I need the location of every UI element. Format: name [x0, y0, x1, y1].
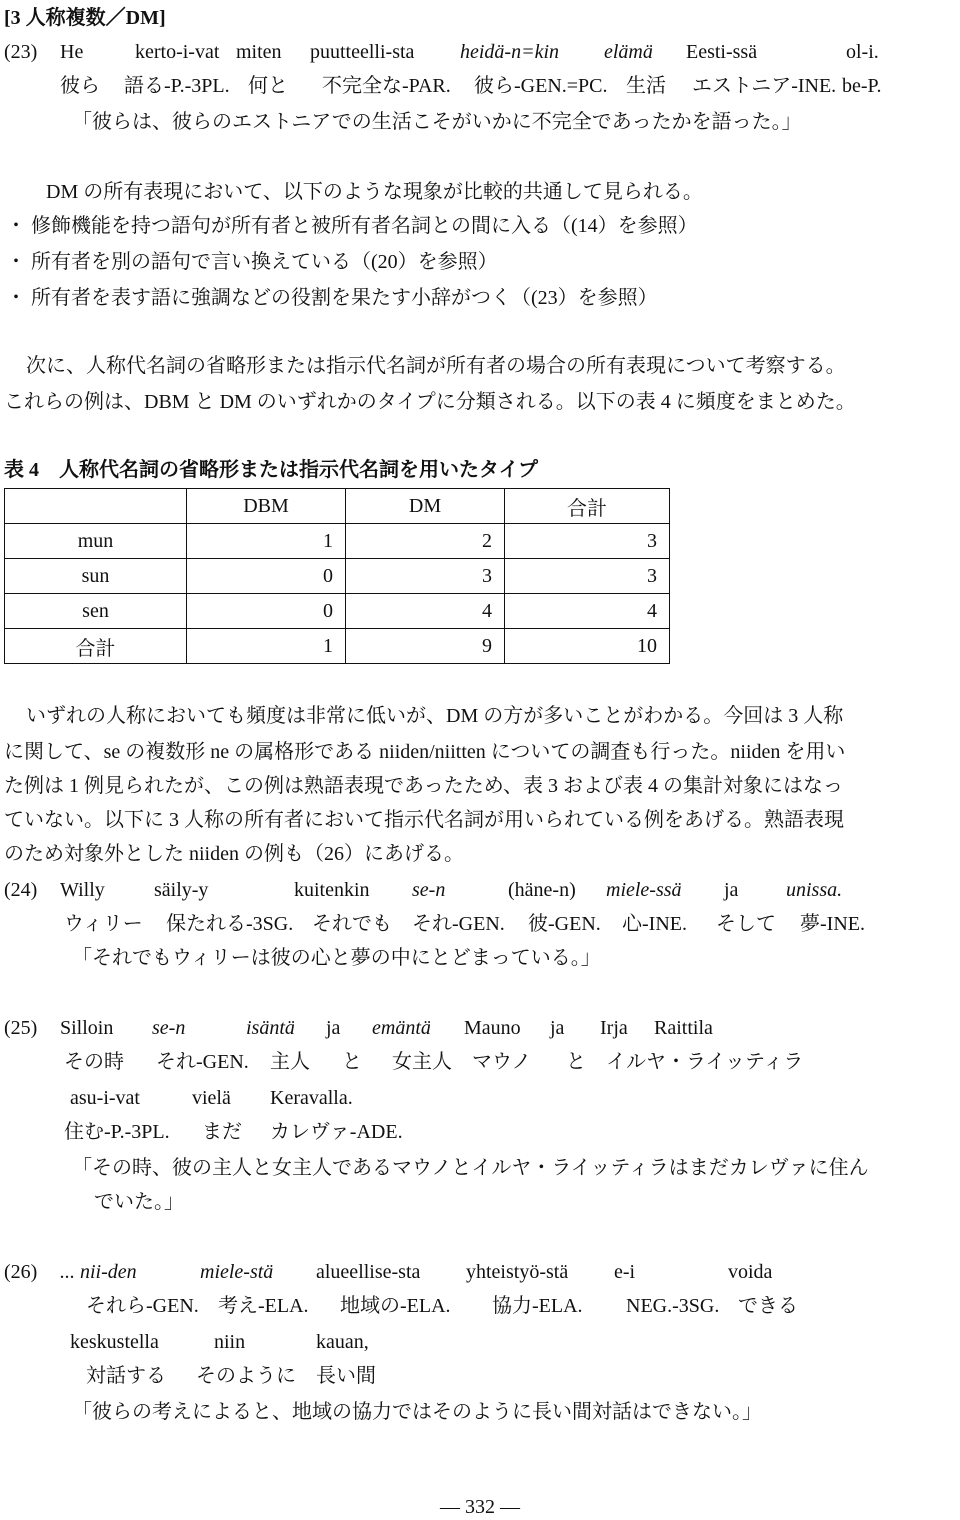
- table-row: [5, 629, 670, 664]
- section-header: [3 人称複数／DM]: [4, 7, 166, 29]
- ex26-gloss: 長い間: [316, 1365, 376, 1387]
- ex23-gloss: be-P.: [842, 75, 882, 97]
- ex25-word: vielä: [192, 1087, 231, 1109]
- frequency-table: [4, 488, 670, 664]
- ex24-gloss: 心-INE.: [622, 913, 687, 935]
- ex24-word: unissa.: [786, 879, 843, 901]
- table-header-cell: 合計: [505, 489, 670, 524]
- ex26-gloss: そのように: [196, 1365, 296, 1387]
- ex26-word: ... nii-den: [60, 1261, 137, 1283]
- table-cell: 4: [505, 594, 670, 629]
- ex25-word: Raittila: [654, 1017, 713, 1039]
- table-cell: 10: [505, 629, 670, 664]
- ex23-gloss: 生活: [626, 75, 666, 97]
- ex25-word: isäntä: [246, 1017, 295, 1039]
- table-header-cell: DBM: [187, 489, 346, 524]
- table-header-row: [5, 489, 670, 524]
- ex24-gloss: それ-GEN.: [412, 913, 505, 935]
- ex25-word: asu-i-vat: [70, 1087, 140, 1109]
- ex23-number: (23): [4, 41, 38, 63]
- ex24-word: miele-ssä: [606, 879, 682, 901]
- ex25-gloss: それ-GEN.: [156, 1051, 249, 1073]
- ex25-translation: 「その時、彼の主人と女主人であるマウノとイルヤ・ライッティラはまだカレヴァに住ん: [72, 1157, 869, 1179]
- ex24-word: (häne-n): [508, 879, 576, 901]
- table-row: [5, 524, 670, 559]
- table-cell: 3: [505, 559, 670, 594]
- table-row-label: sen: [5, 594, 187, 629]
- ex26-word: niin: [214, 1331, 246, 1353]
- ex23-word: Eesti-ssä: [686, 41, 758, 63]
- ex24-translation: 「それでもウィリーは彼の心と夢の中にとどまっている。」: [72, 947, 601, 969]
- ex25-gloss: マウノ: [472, 1051, 532, 1073]
- table-row: [5, 559, 670, 594]
- table-cell: 0: [187, 594, 346, 629]
- ex25-gloss: と: [566, 1051, 586, 1073]
- ex25-word: Silloin: [60, 1017, 114, 1039]
- ex26-gloss: NEG.-3SG.: [626, 1295, 720, 1317]
- ex25-gloss: 主人: [270, 1051, 310, 1073]
- ex25-word: ja: [550, 1017, 565, 1039]
- ex26-gloss: 考え-ELA.: [218, 1295, 309, 1317]
- paragraph-line: いずれの人称においても頻度は非常に低いが、DM の方が多いことがわかる。今回は 3 人称: [26, 705, 844, 727]
- ex24-number: (24): [4, 879, 38, 901]
- bullet-item: ・ 所有者を表す語に強調などの役割を果たす小辞がつく（(23）を参照）: [6, 287, 658, 309]
- ex23-gloss: 何と: [248, 75, 288, 97]
- ex23-word: elämä: [604, 41, 653, 63]
- ex23-gloss: 彼ら-GEN.=PC.: [474, 75, 608, 97]
- ex26-gloss: 地域の-ELA.: [340, 1295, 451, 1317]
- table-cell: 1: [187, 524, 346, 559]
- ex24-word: se-n: [412, 879, 446, 901]
- ex23-gloss: 語る-P.-3PL.: [124, 75, 230, 97]
- ex24-gloss: ウィリー: [64, 913, 143, 935]
- ex24-word: ja: [724, 879, 739, 901]
- bullet-item: ・ 所有者を別の語句で言い換えている（(20）を参照）: [6, 251, 498, 273]
- ex23-translation: 「彼らは、彼らのエストニアでの生活こそがいかに不完全であったかを語った。」: [72, 111, 802, 133]
- ex25-word: emäntä: [372, 1017, 431, 1039]
- table-cell: 3: [346, 559, 505, 594]
- ex26-gloss: それら-GEN.: [86, 1295, 199, 1317]
- table-cell: 3: [505, 524, 670, 559]
- ex26-number: (26): [4, 1261, 38, 1283]
- ex23-gloss: 不完全な-PAR.: [322, 75, 451, 97]
- paragraph-line: これらの例は、DBM と DM のいずれかのタイプに分類される。以下の表 4 に頻度をまとめた。: [4, 391, 856, 413]
- ex26-word: miele-stä: [200, 1261, 274, 1283]
- ex23-word: kerto-i-vat: [135, 41, 220, 63]
- ex23-gloss: エストニア-INE.: [692, 75, 837, 97]
- ex23-word: miten: [236, 41, 282, 63]
- ex23-gloss: 彼ら: [60, 75, 100, 97]
- table-row: [5, 594, 670, 629]
- ex25-gloss: と: [342, 1051, 362, 1073]
- ex26-word: keskustella: [70, 1331, 159, 1353]
- table-row-label: mun: [5, 524, 187, 559]
- ex25-word: Keravalla.: [270, 1087, 353, 1109]
- ex26-gloss: 対話する: [86, 1365, 166, 1387]
- table-cell: 2: [346, 524, 505, 559]
- ex23-word: ol-i.: [846, 41, 879, 63]
- ex26-word: voida: [728, 1261, 773, 1283]
- bullet-item: ・ 修飾機能を持つ語句が所有者と被所有者名詞との間に入る（(14）を参照）: [6, 215, 698, 237]
- ex24-word: Willy: [60, 879, 105, 901]
- ex24-gloss: 彼-GEN.: [528, 913, 601, 935]
- ex23-word: puutteelli-sta: [310, 41, 415, 63]
- paragraph-line: のため対象外とした niiden の例も（26）にあげる。: [4, 843, 464, 865]
- ex25-translation: でいた。」: [94, 1191, 184, 1213]
- ex26-word: yhteistyö-stä: [466, 1261, 569, 1283]
- ex26-gloss: 協力-ELA.: [492, 1295, 583, 1317]
- table-cell: 9: [346, 629, 505, 664]
- ex25-gloss: 女主人: [392, 1051, 452, 1073]
- ex25-gloss: まだ: [202, 1121, 242, 1143]
- ex23-word: heidä-n=kin: [460, 41, 560, 63]
- ex25-word: Irja: [600, 1017, 628, 1039]
- table-row-label: sun: [5, 559, 187, 594]
- ex26-word: alueellise-sta: [316, 1261, 421, 1283]
- ex25-word: ja: [326, 1017, 341, 1039]
- table-header-cell: [5, 489, 187, 524]
- page-number: ― 332 ―: [440, 1496, 520, 1518]
- ex25-word: se-n: [152, 1017, 186, 1039]
- ex25-gloss: イルヤ・ライッティラ: [606, 1051, 804, 1073]
- table-row-label: 合計: [5, 629, 187, 664]
- table-cell: 4: [346, 594, 505, 629]
- ex25-number: (25): [4, 1017, 38, 1039]
- ex26-word: e-i: [614, 1261, 636, 1283]
- ex26-gloss: できる: [738, 1295, 798, 1317]
- paragraph-line: 次に、人称代名詞の省略形または指示代名詞が所有者の場合の所有表現について考察する。: [26, 355, 846, 377]
- ex24-word: kuitenkin: [294, 879, 370, 901]
- ex23-word: He: [60, 41, 84, 63]
- ex24-word: säily-y: [154, 879, 209, 901]
- table-cell: 1: [187, 629, 346, 664]
- ex25-gloss: 住む-P.-3PL.: [64, 1121, 170, 1143]
- ex24-gloss: それでも: [312, 913, 392, 935]
- paragraph-line: た例は 1 例見られたが、この例は熟語表現であったため、表 3 および表 4 の集計対象にはなっ: [4, 775, 843, 797]
- ex25-gloss: その時: [64, 1051, 124, 1073]
- paragraph-line: ていない。以下に 3 人称の所有者において指示代名詞が用いられている例をあげる。熟語表現: [4, 809, 844, 831]
- ex24-gloss: 夢-INE.: [800, 913, 865, 935]
- table-cell: 0: [187, 559, 346, 594]
- table-caption: 表 4 人称代名詞の省略形または指示代名詞を用いたタイプ: [4, 459, 538, 481]
- ex24-gloss: そして: [716, 913, 776, 935]
- paragraph-line: に関して、se の複数形 ne の属格形である niiden/niitten についての調査も行った。niiden を用い: [4, 741, 846, 763]
- table-header-cell: DM: [346, 489, 505, 524]
- ex25-gloss: カレヴァ-ADE.: [270, 1121, 403, 1143]
- ex24-gloss: 保たれる-3SG.: [166, 913, 294, 935]
- ex26-word: kauan,: [316, 1331, 369, 1353]
- ex26-translation: 「彼らの考えによると、地域の協力ではそのように長い間対話はできない。」: [72, 1401, 762, 1423]
- intro-text: DM の所有表現において、以下のような現象が比較的共通して見られる。: [46, 181, 703, 203]
- ex25-word: Mauno: [464, 1017, 521, 1039]
